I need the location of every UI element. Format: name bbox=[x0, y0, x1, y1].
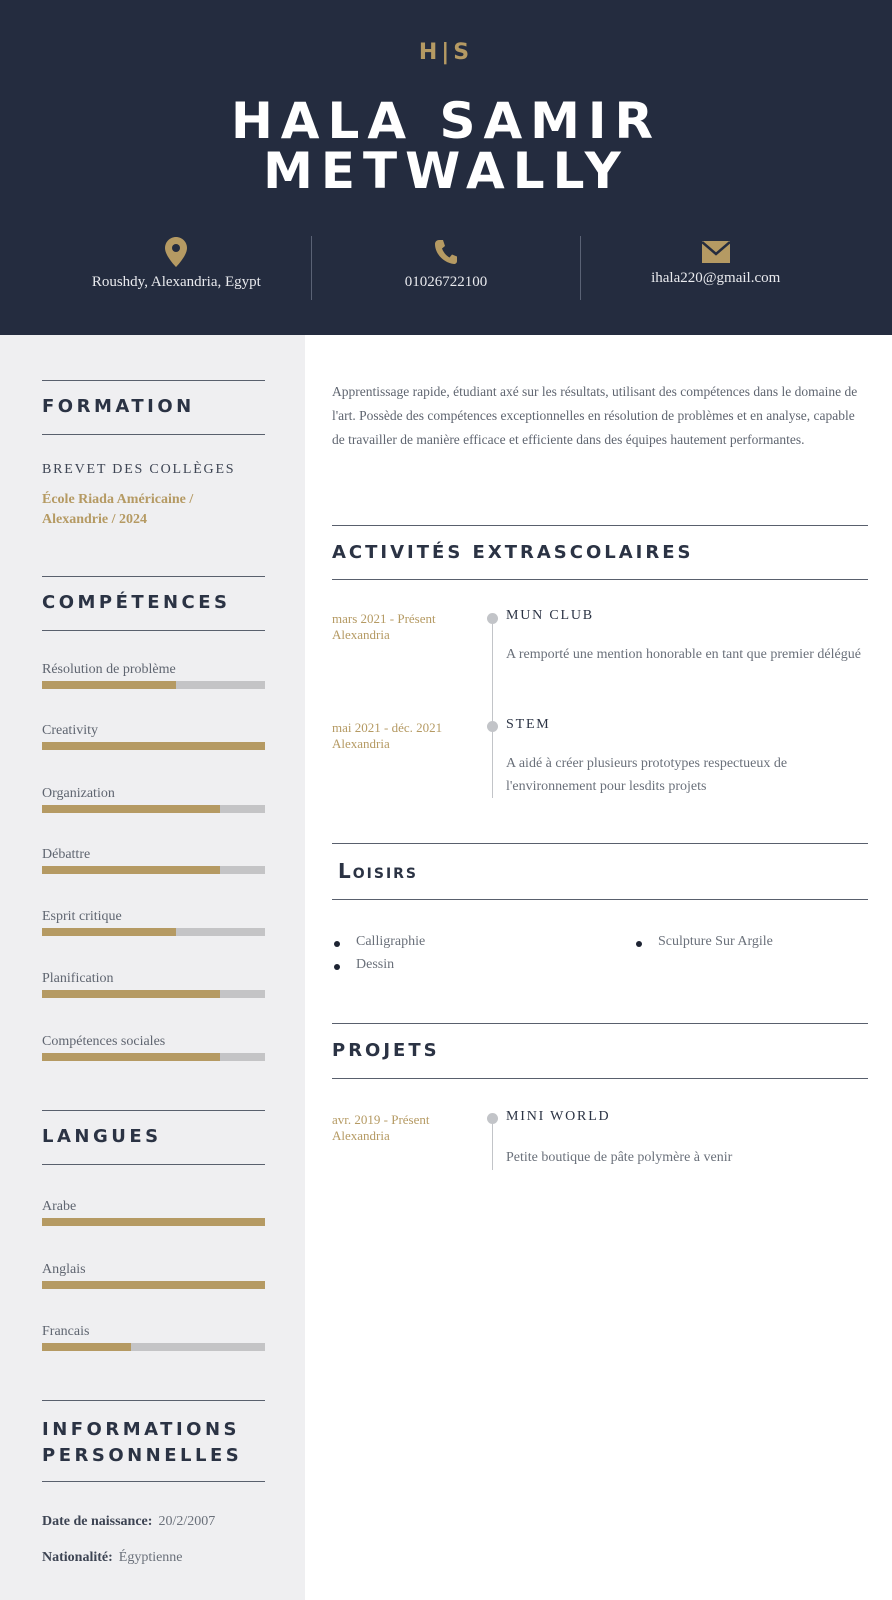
project-date bbox=[332, 1112, 472, 1144]
activites-heading: ACTIVITÉS EXTRASCOLAIRES bbox=[332, 525, 868, 580]
education-school: École Riada Américaine / Alexandrie / 2024 bbox=[42, 492, 194, 527]
skill-bar-fill bbox=[42, 742, 265, 750]
skill-bar-fill bbox=[42, 990, 220, 998]
name-line-2: METWALLY bbox=[263, 142, 629, 200]
language-bar bbox=[42, 1281, 265, 1289]
skill-bar-fill bbox=[42, 1053, 220, 1061]
activity-place: Alexandria bbox=[332, 627, 390, 642]
skill-bar bbox=[42, 805, 265, 813]
skill-label: Esprit critique bbox=[42, 909, 122, 924]
activity-desc: A aidé à créer plusieurs prototypes respectueux de l'environnement pour lesdits projets bbox=[506, 756, 788, 794]
dob-label: Date de naissance: bbox=[42, 1514, 153, 1529]
header bbox=[0, 0, 892, 335]
activity-date bbox=[332, 720, 472, 752]
language-bar-fill bbox=[42, 1218, 265, 1226]
skill-bar-fill bbox=[42, 681, 176, 689]
envelope-icon bbox=[581, 236, 850, 268]
skill-label: Creativity bbox=[42, 723, 98, 738]
language-bar bbox=[42, 1218, 265, 1226]
skill-label: Organization bbox=[42, 786, 115, 801]
activity-place: Alexandria bbox=[332, 736, 390, 751]
nationality bbox=[42, 1550, 183, 1566]
language-label: Arabe bbox=[42, 1199, 77, 1214]
contact-address bbox=[42, 236, 311, 300]
skill-bar bbox=[42, 742, 265, 750]
nationality-label: Nationalité: bbox=[42, 1550, 113, 1565]
skill-bar bbox=[42, 1053, 265, 1061]
hobby-item: Calligraphie bbox=[356, 934, 426, 949]
project-period: avr. 2019 - Présent bbox=[332, 1112, 430, 1127]
skill-bar bbox=[42, 681, 265, 689]
skill-bar bbox=[42, 866, 265, 874]
project-desc: Petite boutique de pâte polymère à venir bbox=[506, 1150, 733, 1165]
skill-item bbox=[42, 847, 265, 867]
language-bar-fill bbox=[42, 1281, 265, 1289]
activity-date bbox=[332, 611, 472, 643]
monogram: H|S bbox=[418, 40, 474, 65]
skill-bar bbox=[42, 928, 265, 936]
skill-item bbox=[42, 723, 265, 743]
activity-period: mai 2021 - déc. 2021 bbox=[332, 720, 443, 735]
infos-heading bbox=[42, 1400, 265, 1482]
skill-item bbox=[42, 909, 265, 929]
timeline-dot bbox=[487, 1113, 498, 1124]
location-pin-icon bbox=[42, 236, 311, 268]
language-label: Anglais bbox=[42, 1262, 86, 1277]
language-item bbox=[42, 1262, 265, 1282]
skill-bar-fill bbox=[42, 928, 176, 936]
skill-item bbox=[42, 1034, 265, 1054]
timeline-dot bbox=[487, 721, 498, 732]
timeline-line bbox=[492, 1118, 493, 1170]
project-title: MINI WORLD bbox=[506, 1109, 611, 1124]
language-label: Francais bbox=[42, 1324, 90, 1339]
infos-heading-line-2: PERSONNELLES bbox=[42, 1445, 243, 1466]
langues-heading: LANGUES bbox=[42, 1110, 265, 1165]
phone-text[interactable]: 01026722100 bbox=[404, 274, 488, 290]
phone-icon bbox=[312, 236, 581, 268]
nationality-value: Égyptienne bbox=[118, 1550, 183, 1565]
address-text: Roushdy, Alexandria, Egypt bbox=[91, 274, 261, 290]
skill-item bbox=[42, 662, 265, 682]
contact-row bbox=[42, 236, 850, 300]
email-text[interactable]: ihala220@gmail.com bbox=[651, 270, 781, 286]
skill-label: Résolution de problème bbox=[42, 662, 176, 677]
loisirs-heading: Loisirs bbox=[332, 843, 868, 900]
skill-label: Planification bbox=[42, 971, 114, 986]
activity-period: mars 2021 - Présent bbox=[332, 611, 436, 626]
contact-phone bbox=[311, 236, 581, 300]
projets-heading: PROJETS bbox=[332, 1023, 868, 1079]
activity-desc: A remporté une mention honorable en tant que premier délégué bbox=[506, 647, 861, 662]
skill-item bbox=[42, 971, 265, 991]
date-of-birth bbox=[42, 1514, 215, 1530]
competences-heading: COMPÉTENCES bbox=[42, 576, 265, 631]
skill-label: Compétences sociales bbox=[42, 1034, 166, 1049]
dob-value: 20/2/2007 bbox=[158, 1514, 216, 1529]
language-bar bbox=[42, 1343, 265, 1351]
contact-email bbox=[580, 236, 850, 300]
hobby-item: Dessin bbox=[356, 957, 395, 972]
formation-heading: FORMATION bbox=[42, 380, 265, 435]
activity-title: MUN CLUB bbox=[506, 608, 594, 623]
language-bar-fill bbox=[42, 1343, 131, 1351]
skill-bar-fill bbox=[42, 805, 220, 813]
language-item bbox=[42, 1199, 265, 1219]
timeline-line bbox=[492, 620, 493, 798]
name-line-1: HALA SAMIR bbox=[230, 92, 662, 150]
skill-item bbox=[42, 786, 265, 806]
hobby-item: Sculpture Sur Argile bbox=[658, 934, 773, 949]
skill-bar bbox=[42, 990, 265, 998]
skill-label: Débattre bbox=[42, 847, 91, 862]
activity-title: STEM bbox=[506, 717, 551, 732]
project-place: Alexandria bbox=[332, 1128, 390, 1143]
education-title: BREVET DES COLLÈGES bbox=[42, 462, 236, 477]
infos-heading-line-1: INFORMATIONS bbox=[42, 1419, 240, 1440]
profile-summary: Apprentissage rapide, étudiant axé sur les résultats, utilisant des compétences dans le domaine de l'art. Possède des compétences exceptionnelles en résolution de problèmes et en analyse, capable de travailler de manière efficace et efficiente dans des équipes hautement performantes. bbox=[332, 384, 858, 447]
full-name bbox=[0, 92, 892, 200]
timeline-dot bbox=[487, 613, 498, 624]
skill-bar-fill bbox=[42, 866, 220, 874]
language-item bbox=[42, 1324, 265, 1344]
